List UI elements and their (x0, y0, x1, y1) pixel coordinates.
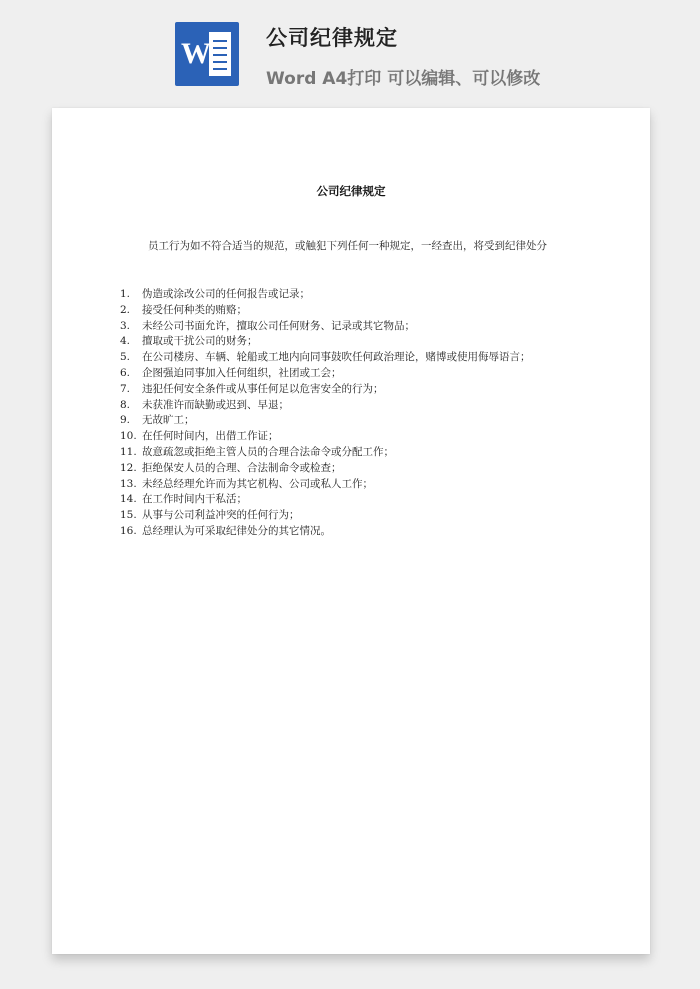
header (0, 0, 700, 100)
header-subtitle: Word A4打印 可以编辑、可以修改 (266, 69, 541, 89)
list-item (120, 334, 600, 350)
list-item-number: 7. (120, 382, 131, 395)
list-item-number: 8. (120, 398, 131, 411)
list-item-number: 13. (120, 477, 137, 490)
list-item (120, 461, 600, 477)
list-item (120, 287, 600, 303)
list-item-text: 在任何时间内，出借工作证； (142, 430, 279, 443)
list-item-number: 12. (120, 461, 137, 474)
list-item (120, 382, 600, 398)
list-item (120, 429, 600, 445)
list-item-number: 10. (120, 430, 137, 443)
list-item-text: 故意疏忽或拒绝主管人员的合理合法命令或分配工作； (142, 445, 394, 458)
list-item-text: 在工作时间内干私活； (142, 493, 247, 506)
list-item (120, 477, 600, 493)
list-item (120, 508, 600, 524)
document-intro: 员工行为如不符合适当的规范，或触犯下列任何一种规定，一经查出，将受到纪律处分 (148, 240, 547, 252)
list-item-text: 企图强迫同事加入任何组织，社团或工会； (142, 366, 342, 379)
list-item-number: 1. (120, 288, 131, 300)
list-item-text: 拒绝保安人员的合理、合法制命令或检查； (142, 461, 342, 474)
list-item (120, 413, 600, 429)
list-item-text: 未经总经理允许而为其它机构、公司或私人工作； (142, 477, 373, 490)
document-title: 公司纪律规定 (316, 184, 386, 198)
list-item-text: 伪造或涂改公司的任何报告或记录； (142, 288, 310, 300)
list-item (120, 319, 600, 335)
word-icon (175, 22, 239, 86)
list-item-text: 接受任何种类的贿赂； (142, 303, 247, 316)
list-item (120, 398, 600, 414)
list-item-number: 9. (120, 414, 131, 427)
list-item-text: 在公司楼房、车辆、轮船或工地内向同事鼓吹任何政治理论，赌博或使用侮辱语言； (142, 351, 531, 364)
list-item-number: 3. (120, 319, 131, 332)
header-title: 公司纪律规定 (266, 26, 398, 50)
list-item-text: 未获准许而缺勤或迟到、早退； (142, 398, 289, 411)
list-item (120, 366, 600, 382)
list-item (120, 445, 600, 461)
list-item-text: 擅取或干扰公司的财务； (142, 335, 258, 348)
document-page (52, 108, 650, 954)
list-item-number: 4. (120, 335, 131, 348)
list-item-number: 11. (120, 445, 137, 458)
list-item-number: 6. (120, 366, 131, 379)
list-item-number: 16. (120, 524, 137, 537)
list-item-text: 总经理认为可采取纪律处分的其它情况。 (142, 524, 331, 537)
list-item-text: 从事与公司利益冲突的任何行为； (142, 509, 300, 522)
word-logo-letter: W (181, 37, 211, 70)
rules-list (120, 287, 600, 540)
list-item-text: 未经公司书面允许，擅取公司任何财务、记录或其它物品； (142, 319, 415, 332)
list-item (120, 492, 600, 508)
list-item-number: 2. (120, 303, 131, 316)
list-item-text: 无故旷工； (142, 414, 195, 427)
list-item-text: 违犯任何安全条件或从事任何足以危害安全的行为； (142, 382, 384, 395)
document-lines-icon (209, 32, 231, 76)
list-item (120, 524, 600, 540)
list-item (120, 303, 600, 319)
list-item-number: 5. (120, 351, 131, 364)
list-item-number: 14. (120, 493, 137, 506)
list-item (120, 350, 600, 366)
list-item-number: 15. (120, 509, 137, 522)
